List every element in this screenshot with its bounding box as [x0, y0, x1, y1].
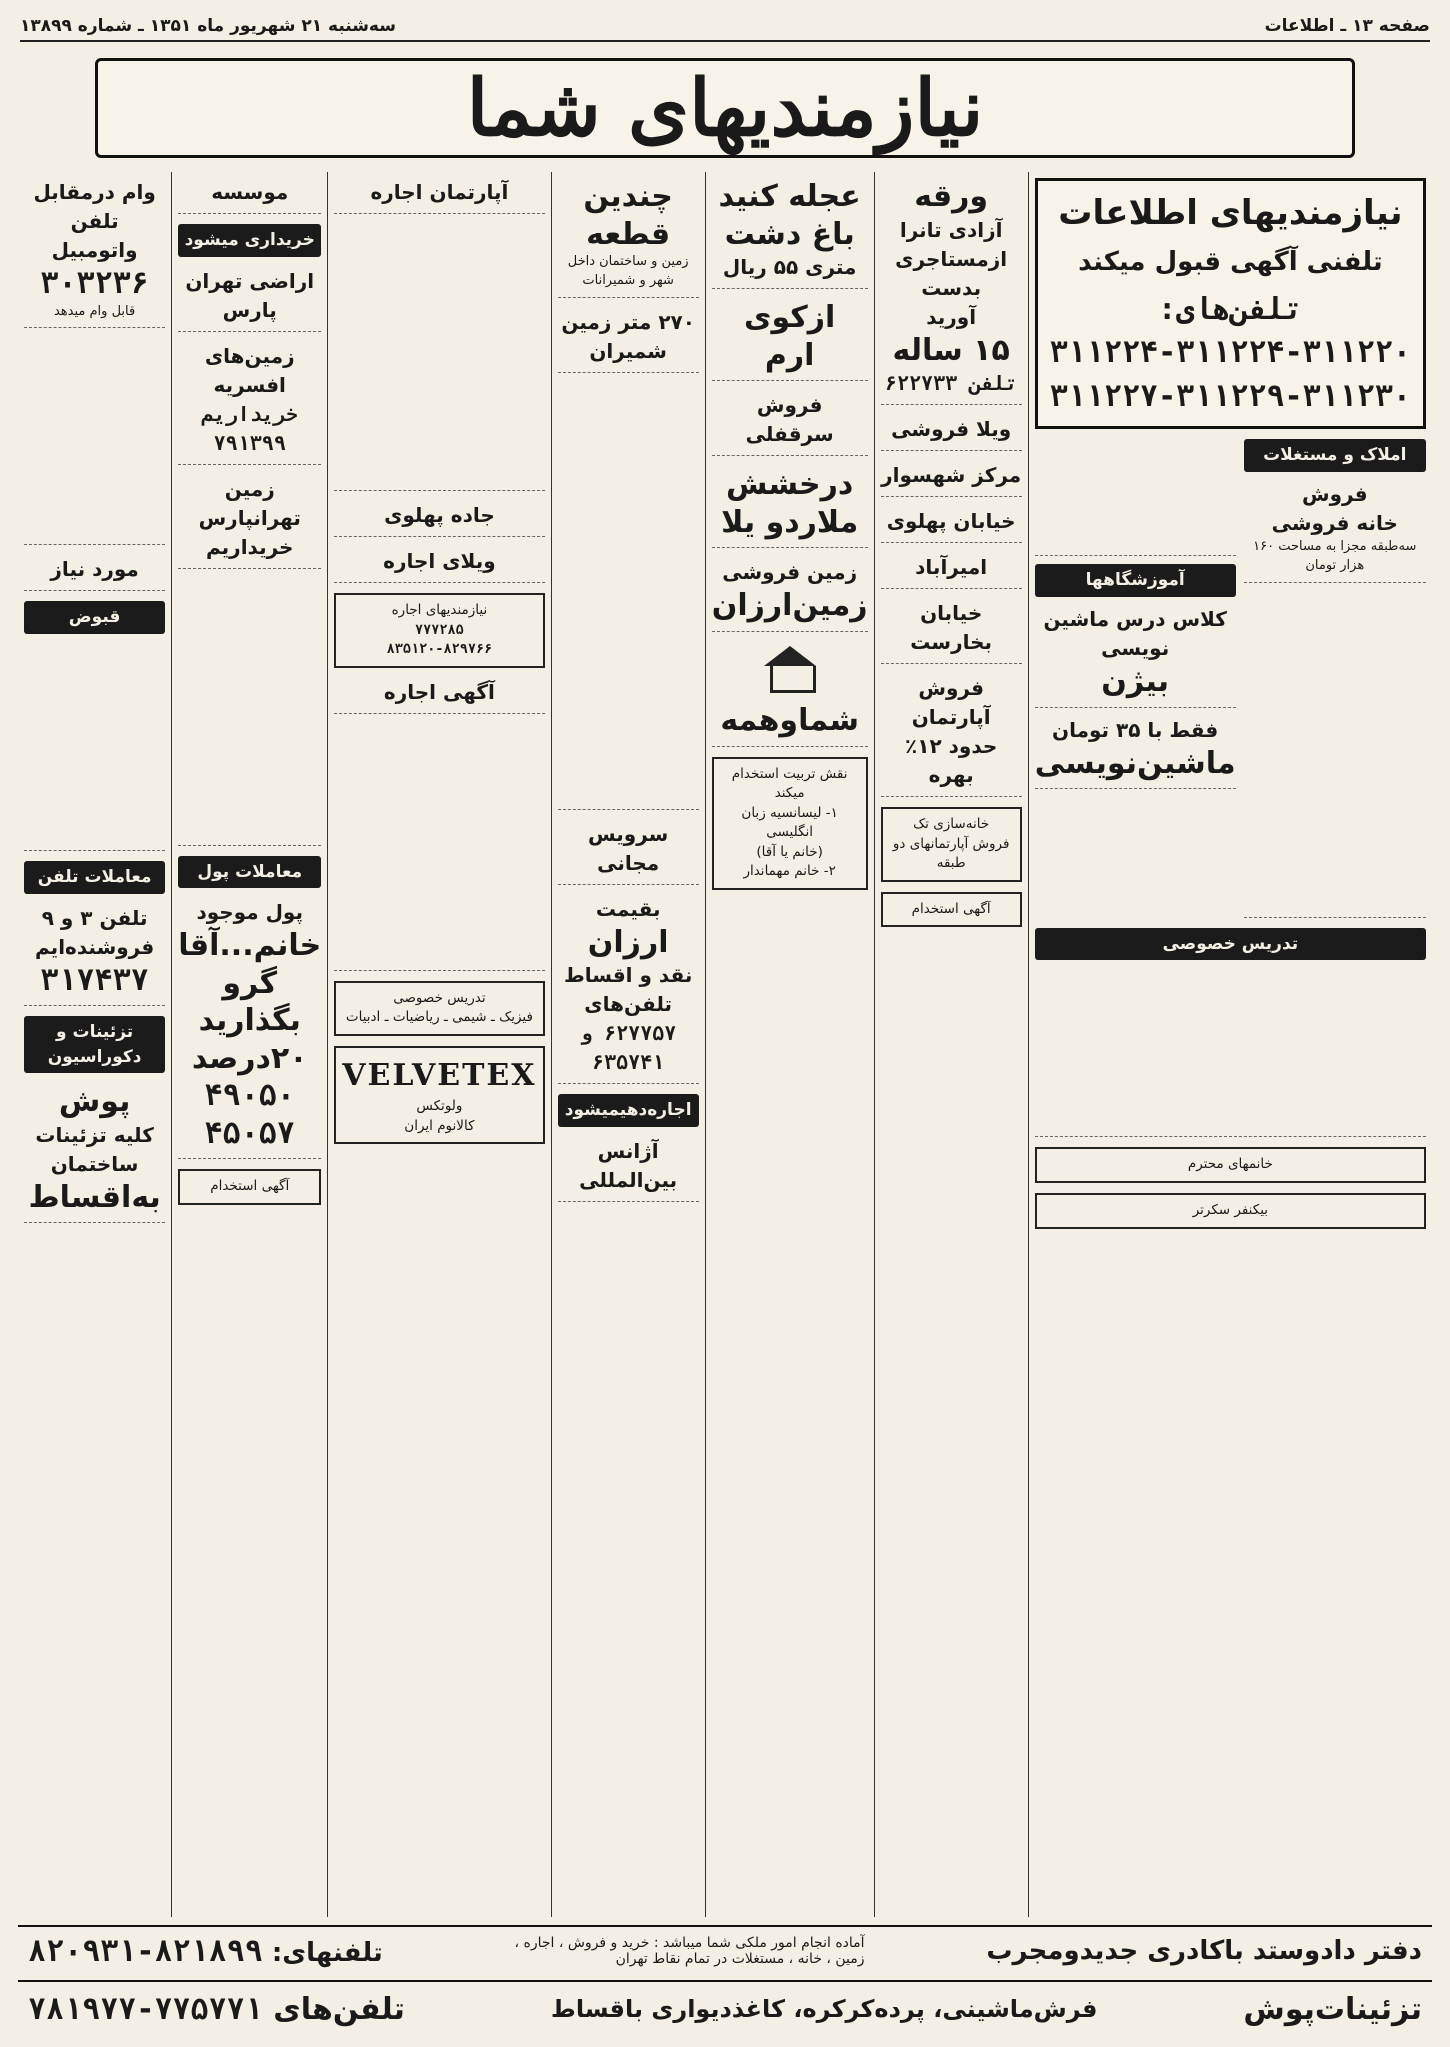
ad-khanom-agha: خانم...آقا	[178, 928, 322, 964]
ad-fagat: فقط با ۳۵ تومان	[1052, 717, 1219, 742]
ad-placeholder-8	[24, 338, 165, 545]
issue-date: سه‌شنبه ۲۱ شهریور ماه ۱۳۵۱ ـ شماره ۱۳۸۹۹	[20, 16, 396, 36]
ad-agahi-ejare	[334, 678, 544, 714]
classifieds-columns	[18, 172, 1432, 1917]
ad-tadris	[334, 981, 544, 1036]
ad-khane-text: سه‌طبقه مجزا به مساحت ۱۶۰ هزار تومان	[1253, 539, 1417, 573]
ad-azkoyeh: ازکوی	[744, 300, 836, 335]
ad-forush-apartman-title: فروش آپارتمان	[911, 676, 991, 729]
ad-varaghe	[881, 178, 1022, 405]
section-amuzesh: آموزشگاهها	[1035, 564, 1236, 597]
ad-be-gheimat: بقیمت	[595, 896, 661, 921]
ad-phone-a: ۷۷۷۲۸۵	[415, 621, 464, 638]
ad-amirabad-title: امیرآباد	[915, 555, 988, 579]
ad-khanom-bagh: (خانم یا آقا)	[756, 843, 823, 860]
ad-eram	[712, 299, 868, 381]
section-tazyin: تزئینات و دکوراسیون	[24, 1016, 165, 1073]
velvetex-fa: ولوتکس	[416, 1098, 463, 1115]
footer-tel-label: تلفنهای:	[271, 1937, 383, 1968]
ad-bijan: بیژن	[1101, 664, 1170, 700]
ad-mosesse-title: موسسه	[211, 180, 289, 204]
ad-forush-apartman	[881, 674, 1022, 797]
ad-arzan-title: ارزان	[587, 924, 669, 960]
ad-age15: ۱۵ ساله	[892, 332, 1010, 368]
section-amlak: املاک و مستغلات	[1244, 439, 1426, 472]
footer-tazyinat	[18, 1980, 1432, 2036]
ad-agensi	[558, 1137, 699, 1202]
ad-estekhdam	[178, 1169, 321, 1205]
ad-lisans: ۱- لیسانسیه زبان انگلیسی	[741, 804, 838, 841]
ad-agahi-estekhdam	[881, 892, 1022, 928]
ad-bedast: بدست	[921, 275, 982, 300]
ad-agahi-ejare-title: آگهی اجاره	[383, 679, 495, 704]
ad-agahi-title: آگهی استخدام	[911, 900, 991, 917]
ad-khanomha	[1035, 1147, 1426, 1183]
ad-telefon-3-9	[24, 904, 165, 1007]
ad-forushande: فروشنده‌ایم	[35, 934, 155, 959]
ad-foroush-ap2: فروش آپارتمانهای دو طبقه	[892, 835, 1010, 872]
ad-varaghe-phone: تلفن ۶۲۲۷۳۳	[884, 371, 1018, 395]
section-ejare: اجاره‌دهیمیشود	[558, 1094, 699, 1127]
column-1	[1028, 172, 1432, 1917]
ad-amirabad	[881, 553, 1022, 589]
ad-sarvis	[558, 820, 699, 885]
ad-chandin	[558, 178, 699, 298]
kalanam-name: کالانوم ایران	[404, 1117, 475, 1134]
ad-sarvis-title: سرویس مجانی	[587, 821, 669, 875]
ad-dar-sad: ۲۰درصد	[191, 1040, 308, 1076]
column-5	[327, 172, 550, 1917]
ad-otomobil: واتومبیل	[51, 238, 138, 262]
ad-shemshak	[712, 642, 868, 747]
ad-sekreter-title: بیکنفر سکرتر	[1192, 1202, 1269, 1219]
ad-markaz-title: مرکز شهسوار	[881, 463, 1022, 487]
ad-khane-title: خانه فروشی	[1271, 511, 1398, 536]
ad-forush-sar	[712, 391, 868, 456]
ad-vam-title: وام درمقابل تلفن	[33, 180, 156, 233]
ad-phone-317437: ۳۱۷۴۳۷	[40, 962, 149, 998]
ad-niaz-ejare-title: نیازمندیهای اجاره	[391, 602, 488, 618]
ad-jade	[334, 501, 544, 537]
ad-phone-791399: خریداریم ۷۹۱۳۹۹	[201, 401, 298, 455]
ad-telefon-3-9-title: تلفن ۳ و ۹	[41, 905, 148, 930]
ad-telefonha-nums: ۶۲۷۷۵۷ و ۶۳۵۷۴۱	[579, 1021, 677, 1075]
footer-tazyinat-sub: فرش‌ماشینی، پرده‌کرکره، کاغذدیواری باقساط	[550, 1995, 1098, 2023]
ad-estekhdam-title: آگهی استخدام	[210, 1178, 290, 1195]
ad-afsariyeh	[178, 342, 321, 465]
ad-hodud: حدود ۱۲٪ بهره	[905, 734, 998, 787]
ad-dorakhshesh-title: درخشش	[726, 467, 854, 502]
ad-azadi: آزادی تانرا	[899, 217, 1003, 242]
ad-mostajeri: ازمستاجری	[895, 246, 1008, 271]
promo-title: نیازمندیهای اطلاعات	[1058, 193, 1403, 233]
ad-placeholder-4	[558, 383, 699, 810]
ad-ajale	[712, 178, 868, 289]
ad-araziy	[178, 267, 321, 332]
ad-gero: گرو	[222, 965, 278, 1001]
column-4	[551, 172, 705, 1917]
ad-pahlavi	[881, 507, 1022, 543]
ad-naghd: نقد و اقساط	[563, 963, 693, 988]
ad-zamin	[712, 558, 868, 632]
ad-mashin	[1035, 716, 1236, 790]
ad-zamin-forushi: زمین فروشی	[722, 560, 858, 584]
section-kharidari: خریداری میشود	[178, 224, 321, 257]
ad-m270	[558, 308, 699, 373]
promo-subtitle: تلفنی آگهی قبول میکند	[1078, 247, 1383, 278]
footer-tazyinat-title: تزئینات‌پوش	[1243, 1991, 1422, 2027]
section-tadris: تدریس خصوصی	[1035, 928, 1426, 961]
ad-villa	[881, 415, 1022, 451]
ad-markaz	[881, 461, 1022, 497]
ad-khanom-mohandes: ۲- خانم مهماندار	[743, 863, 836, 880]
footer-daftar-sub: آماده انجام امور ملکی شما میباشد : خرید و فروش ، اجاره ، زمین ، خانه ، مستغلات در تمام نقاط تهران	[514, 1935, 865, 1967]
ad-vam	[24, 178, 165, 328]
ad-chandin-title: چندین قطعه	[583, 179, 673, 252]
ad-phone-b: ۸۳۵۱۲۰-۸۲۹۷۶۶	[386, 641, 493, 658]
ad-vam-phone: ۳۰۳۲۳۶	[40, 266, 149, 301]
ad-velvetex	[334, 1046, 544, 1145]
ad-ajale-title: عجله کنید	[718, 179, 861, 214]
ad-villa-ejare-title: ویلای اجاره	[383, 549, 496, 573]
phone-ad-promo	[1035, 178, 1426, 429]
ad-aghsat: به‌اقساط	[28, 1179, 161, 1215]
ad-gabel: قابل وام میدهد	[53, 303, 136, 319]
house-icon	[750, 646, 830, 692]
page-label: صفحه ۱۳ ـ اطلاعات	[1264, 16, 1430, 36]
ad-apartman	[334, 178, 544, 214]
ad-arzan	[558, 895, 699, 1085]
ad-mosesse	[178, 178, 321, 214]
promo-phones-1: تلفن‌های: ۳۱۱۲۲۰-۳۱۱۲۲۴-۳۱۱۲۲۴	[1049, 291, 1411, 371]
promo-phones-2: ۳۱۱۲۲۷-۳۱۱۲۲۹-۳۱۱۲۳۰	[1049, 378, 1411, 414]
ad-khanesazi	[881, 807, 1022, 882]
ad-khanesazi-title: خانه‌سازی تک	[913, 816, 990, 832]
ad-khanomha-title: خانمهای محترم	[1187, 1156, 1273, 1173]
section-ghabz: قبوض	[24, 601, 165, 634]
ad-zamin-arzan: زمین‌ارزان	[711, 588, 868, 623]
ad-tehranpars	[178, 475, 321, 569]
ad-placeholder-5	[334, 224, 544, 491]
ad-varaghe-title: ورقه	[914, 179, 989, 214]
ad-telefonha: تلفن‌های	[584, 992, 673, 1017]
ad-phone-4905: ۴۹۰۵۰	[204, 1078, 295, 1114]
ad-placeholder-6	[334, 724, 544, 971]
column-6	[171, 172, 327, 1917]
section-moamelat-telefon: معاملات تلفن	[24, 861, 165, 894]
ad-apartman-title: آپارتمان اجاره	[370, 180, 509, 204]
ad-tadris-title: تدریس خصوصی	[393, 989, 486, 1006]
ad-morede-niaz-title: مورد نیاز	[50, 557, 139, 582]
ad-naghsh	[712, 757, 868, 890]
ad-meter: متری ۵۵ ریال	[722, 255, 857, 279]
masthead-title: نیازمندیهای شما	[95, 58, 1355, 158]
ad-tehranpars-title: زمین تهرانپارس خریداریم	[198, 476, 301, 559]
ad-placeholder-3	[1035, 970, 1426, 1137]
ad-placeholder-9	[24, 644, 165, 851]
ad-sekreter	[1035, 1193, 1426, 1229]
ad-class-title: کلاس درس ماشین نویسی	[1043, 607, 1227, 661]
section-moamelat-pool: معاملات پول	[178, 856, 321, 889]
ad-morede-niaz	[24, 555, 165, 591]
ad-placeholder-1	[1244, 591, 1426, 918]
ad-villa-title: ویلا فروشی	[891, 417, 1012, 441]
page-header	[20, 12, 1430, 42]
ad-m270-title: ۲۷۰ متر زمین شمیران	[561, 309, 695, 363]
ad-afsariyeh-title: زمین‌های افسریه	[204, 343, 295, 397]
ad-class	[1035, 605, 1236, 708]
ad-araziy-title: اراضی تهران پارس	[185, 268, 315, 322]
ad-forush-title: فروش	[1301, 482, 1368, 507]
ad-push-title: پوش	[58, 1084, 131, 1120]
ad-jade-title: جاده پهلوی	[384, 503, 495, 527]
ad-push	[24, 1083, 165, 1223]
ad-pool-mojud: پول موجود	[196, 900, 303, 925]
ad-niazmandiha-ejare	[334, 593, 544, 668]
ad-phone-4505: ۴۵۰۵۷	[204, 1115, 295, 1151]
ad-mashin-nevisi: ماشین‌نویسی	[1034, 745, 1236, 781]
ad-bagh: باغ دشت	[724, 216, 855, 252]
ad-mallard: ملاردو یلا	[721, 504, 859, 540]
ad-eram-title: ارم	[764, 337, 815, 373]
ad-agensi-title: آژانس بین‌المللی	[579, 1138, 678, 1192]
column-7	[18, 172, 171, 1917]
ad-bokharest-title: خیابان بخارست	[910, 601, 993, 654]
ad-forush-sar-title: فروش سرقفلی	[745, 393, 834, 446]
ad-pahlavi-title: خیابان پهلوی	[886, 509, 1016, 533]
ad-dorakhshesh	[712, 466, 868, 548]
ad-forush	[1244, 480, 1426, 583]
footer-daftar-title: دفتر دادوستد باکادری جدیدومجرب	[986, 1936, 1422, 1966]
ad-bokharest	[881, 599, 1022, 664]
ad-villa-ejare	[334, 547, 544, 583]
ad-tadris-text: فیزیک ـ شیمی ـ ریاضیات ـ ادبیات	[345, 1009, 533, 1026]
column-2	[874, 172, 1028, 1917]
ad-shemshak-title: شماوهمه	[720, 703, 859, 739]
column-3	[705, 172, 874, 1917]
ad-chandin-text: زمین و ساختمان داخل شهر و شمیرانات	[567, 254, 689, 288]
footer-tazyinat-tel-label: تلفن‌های	[273, 1991, 405, 2027]
ad-naghsh-title: نقش تربیت استخدام میکند	[731, 765, 848, 802]
ad-avarid: آورید	[926, 304, 977, 329]
ad-begzarid: بگذارید	[198, 1003, 301, 1039]
footer-tazyinat-tel: ۷۷۵۷۷۱-۷۸۱۹۷۷	[28, 1991, 263, 2027]
ad-placeholder-2	[1035, 439, 1236, 556]
ad-placeholder-7	[178, 579, 321, 846]
footer-daftar	[18, 1925, 1432, 1975]
footer-tel-nums: ۸۲۱۸۹۹-۸۲۰۹۳۱	[28, 1933, 263, 1969]
ad-kolie: کلیه تزئینات ساختمان	[35, 1122, 154, 1176]
ad-pool	[178, 898, 321, 1159]
velvetex-logo: VELVETEX	[342, 1057, 537, 1093]
